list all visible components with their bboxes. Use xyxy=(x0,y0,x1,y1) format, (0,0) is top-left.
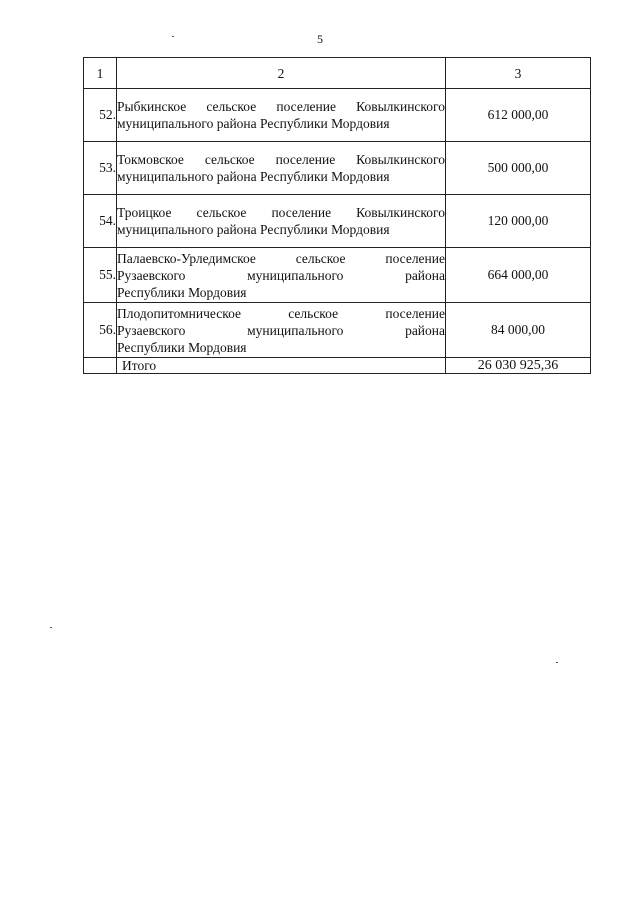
row-number: 52. xyxy=(84,89,117,142)
row-number: 54. xyxy=(84,195,117,248)
settlement-name xyxy=(117,142,446,195)
settlement-name xyxy=(117,303,446,358)
settlement-name-line: Палаевско-Урледимское сельское поселение xyxy=(117,250,445,266)
amount-cell: 664 000,00 xyxy=(446,248,591,303)
settlement-name-line: Троицкое сельское поселение Ковылкинского xyxy=(117,205,445,220)
settlement-name-line: Токмовское сельское поселение Ковылкинского xyxy=(117,152,445,167)
scan-speck xyxy=(172,36,174,37)
table-row xyxy=(84,248,591,303)
total-label: Итого xyxy=(117,358,446,374)
amount-cell: 120 000,00 xyxy=(446,195,591,248)
header-col-2: 2 xyxy=(117,58,446,89)
settlement-name-line: муниципального района Республики Мордовия xyxy=(117,169,390,184)
settlement-name-line: Рузаевского муниципального района xyxy=(117,267,445,283)
settlement-name-line: муниципального района Республики Мордовия xyxy=(117,222,390,237)
amount-cell: 612 000,00 xyxy=(446,89,591,142)
amount-cell: 500 000,00 xyxy=(446,142,591,195)
table-header-row xyxy=(84,58,591,89)
table-row xyxy=(84,303,591,358)
settlement-name xyxy=(117,195,446,248)
settlement-name-line: Рузаевского муниципального района xyxy=(117,322,445,338)
settlement-name xyxy=(117,89,446,142)
settlement-name-line: Рыбкинское сельское поселение Ковылкинского xyxy=(117,99,445,114)
settlement-name xyxy=(117,248,446,303)
total-amount: 26 030 925,36 xyxy=(446,358,591,374)
settlement-name-line: Республики Мордовия xyxy=(117,284,247,300)
table-row xyxy=(84,142,591,195)
table-row xyxy=(84,89,591,142)
total-number-cell xyxy=(84,358,117,374)
settlement-name-line: муниципального района Республики Мордовия xyxy=(117,116,390,131)
scan-speck xyxy=(556,662,558,663)
total-row xyxy=(84,358,591,374)
header-col-1: 1 xyxy=(84,58,117,89)
scan-speck xyxy=(50,627,52,628)
settlement-name-line: Плодопитомническое сельское поселение xyxy=(117,305,445,321)
amount-cell: 84 000,00 xyxy=(446,303,591,358)
allocation-table xyxy=(83,57,591,374)
row-number: 55. xyxy=(84,248,117,303)
page-number: 5 xyxy=(317,32,323,46)
row-number: 53. xyxy=(84,142,117,195)
table-row xyxy=(84,195,591,248)
row-number: 56. xyxy=(84,303,117,358)
header-col-3: 3 xyxy=(446,58,591,89)
settlement-name-line: Республики Мордовия xyxy=(117,339,247,355)
